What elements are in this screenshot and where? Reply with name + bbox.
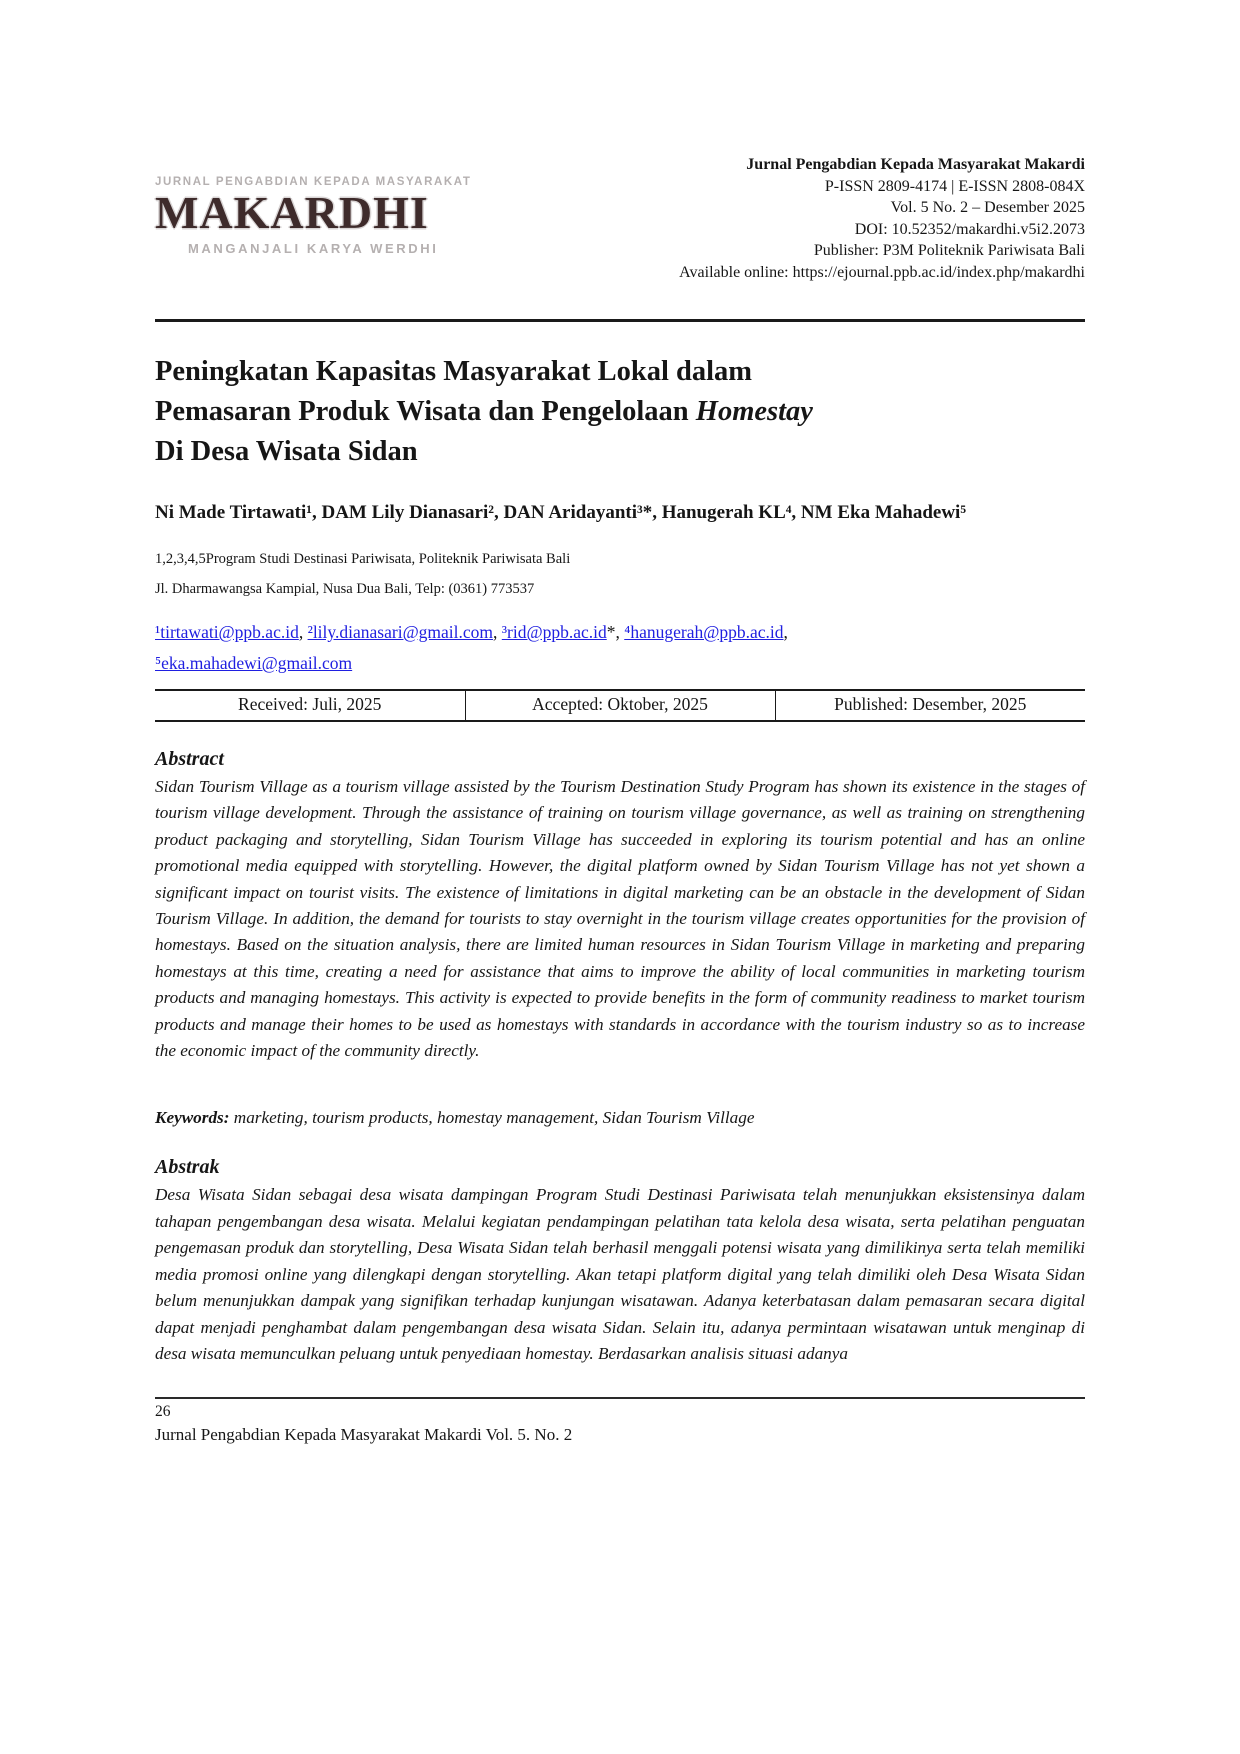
affiliation-address: Jl. Dharmawangsa Kampial, Nusa Dua Bali, Telp: (0361) 773537 (155, 581, 535, 597)
page-number: 26 (155, 1403, 171, 1421)
journal-doi: DOI: 10.52352/makardhi.v5i2.2073 (854, 220, 1085, 238)
logo-wordmark: MAKARDHI (155, 187, 429, 238)
email-separator: , (298, 622, 308, 642)
title-line2: Pemasaran Produk Wisata dan Pengelolaan (155, 396, 696, 427)
journal-logo (155, 150, 471, 256)
logo-tagline: MANGANJALI KARYA WERDHI (188, 240, 439, 256)
footer-journal-line: Jurnal Pengabdian Kepada Masyarakat Makardi Vol. 5. No. 2 (155, 1425, 573, 1445)
email-link-2[interactable]: ²lily.dianasari@gmail.com (307, 622, 494, 642)
email-separator: , (783, 622, 788, 642)
title-line1: Peningkatan Kapasitas Masyarakat Lokal dalam (155, 356, 752, 387)
author-emails (155, 617, 1085, 679)
abstract-id-heading: Abstrak (155, 1156, 220, 1179)
header-divider (155, 319, 1085, 322)
journal-name: Jurnal Pengabdian Kepada Masyarakat Makardi (746, 156, 1085, 173)
journal-header (155, 150, 1085, 283)
journal-meta-block (679, 150, 1085, 283)
keywords-text: marketing, tourism products, homestay management, Sidan Tourism Village (229, 1108, 755, 1128)
dates-table (155, 689, 1085, 722)
journal-volume: Vol. 5 No. 2 – Desember 2025 (890, 199, 1085, 216)
page-footer (155, 1397, 1085, 1446)
affiliation-program: 1,2,3,4,5Program Studi Destinasi Pariwisata, Politeknik Pariwisata Bali (155, 551, 571, 567)
email-separator: *, (606, 622, 625, 642)
keywords-label: Keywords: (155, 1108, 230, 1128)
email-separator: , (493, 622, 502, 642)
abstract-en-body: Sidan Tourism Village as a tourism village assisted by the Tourism Destination Study Program has shown its existence in the stages of tourism village development. Through the assistance of training on tourism village governance, as well as training on strengthening product packaging and storytelling, Sidan Tourism Village has succeeded in exploring its tourism potential and has an online promotional media equipped with storytelling. However, the digital platform owned by Sidan Tourism Village has not yet shown a significant impact on tourist visits. The existence of limitations in digital marketing can be an obstacle in the development of Sidan Tourism Village. In addition, the demand for tourists to stay overnight in the tourism village creates opportunities for the provision of homestays. Based on the situation analysis, there are limited human resources in Sidan Tourism Village in marketing and preparing homestays at this time, creating a need for assistance that aims to improve the ability of local communities in marketing tourism products and managing homestays. This activity is expected to provide benefits in the form of community readiness to market tourism products and manage their homes to be used as homestays with standards in accordance with the tourism industry so as to increase the economic impact of the community directly. (155, 777, 1085, 1061)
email-link-4[interactable]: ⁴hanugerah@ppb.ac.id (624, 622, 784, 642)
title-line2-italic: Homestay (695, 396, 813, 427)
abstract-id-body: Desa Wisata Sidan sebagai desa wisata dampingan Program Studi Destinasi Pariwisata telah menunjukkan eksistensinya dalam tahapan pengembangan desa wisata. Melalui kegiatan pendampingan pelatihan tata kelola desa wisata, serta pelatihan penguatan pengemasan produk dan storytelling, Desa Wisata Sidan telah berhasil menggali potensi wisata yang dimilikinya serta telah memiliki media promosi online yang dilengkapi dengan storytelling. Akan tetapi platform digital yang telah dimiliki oleh Desa Wisata Sidan belum menunjukkan dampak yang signifikan terhadap kunjungan wisatawan. Adanya keterbatasan dalam pemasaran secara digital dapat menjadi penghambat dalam pengembangan desa wisata Sidan. Selain itu, adanya permintaan wisatawan untuk menginap di desa wisata memunculkan peluang untuk penyediaan homestay. Berdasarkan analisis situasi adanya (155, 1185, 1085, 1363)
accepted-date: Accepted: Oktober, 2025 (465, 690, 775, 721)
logo-overline: JURNAL PENGABDIAN KEPADA MASYARAKAT (155, 176, 472, 188)
abstract-en-heading: Abstract (155, 748, 224, 770)
article-title (155, 352, 1085, 472)
email-link-3[interactable]: ³rid@ppb.ac.id (501, 622, 607, 642)
published-date: Published: Desember, 2025 (775, 690, 1085, 721)
email-link-5[interactable]: ⁵eka.mahadewi@gmail.com (155, 653, 353, 673)
dates-row (155, 690, 1085, 721)
journal-issn: P-ISSN 2809-4174 | E-ISSN 2808-084X (824, 177, 1085, 195)
keywords-line (155, 1106, 1085, 1130)
author-list: Ni Made Tirtawati¹, DAM Lily Dianasari², DAN Aridayanti³*, Hanugerah KL⁴, NM Eka Mahadewi⁵ (155, 502, 967, 523)
title-line3: Di Desa Wisata Sidan (155, 436, 418, 467)
received-date: Received: Juli, 2025 (155, 690, 465, 721)
journal-publisher: Publisher: P3M Politeknik Pariwisata Bali (813, 242, 1085, 259)
journal-available-online: Available online: https://ejournal.ppb.ac.id/index.php/makardhi (679, 263, 1085, 281)
email-link-1[interactable]: ¹tirtawati@ppb.ac.id (155, 622, 299, 642)
footer-divider (155, 1397, 1085, 1399)
